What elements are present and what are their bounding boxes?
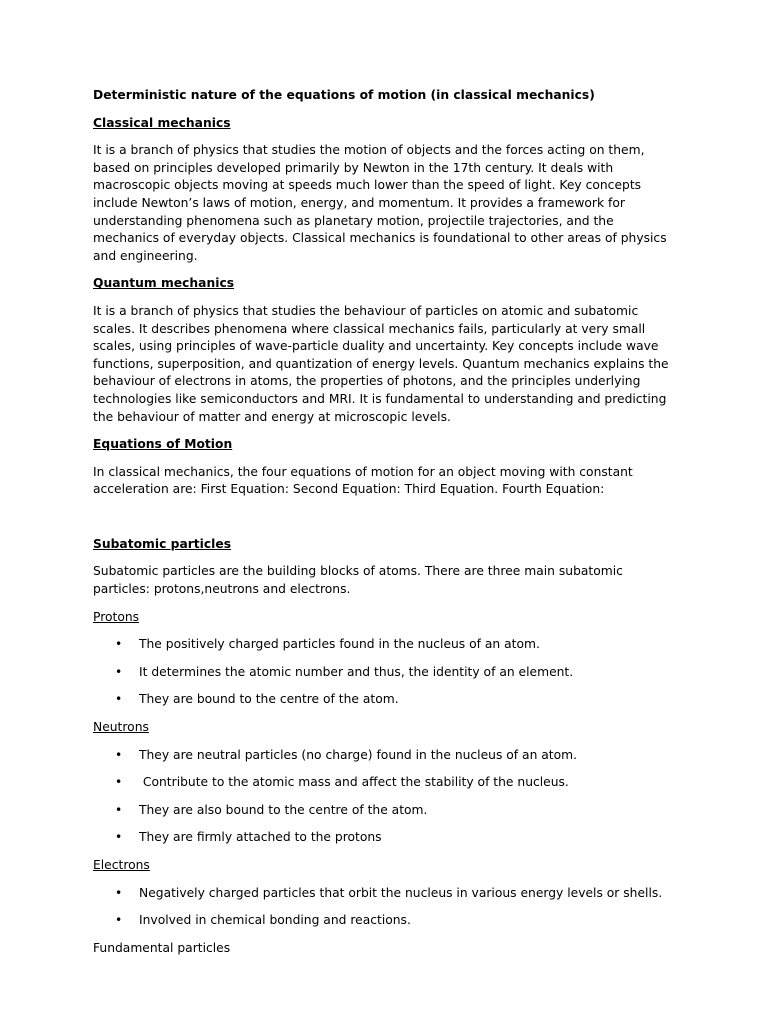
heading-equations-of-motion: Equations of Motion xyxy=(93,437,233,452)
list-item-text: They are also bound to the centre of the atom. xyxy=(139,802,428,817)
list-item xyxy=(93,802,683,820)
subheading-protons: Protons xyxy=(93,609,140,624)
list-item-text: They are neutral particles (no charge) found in the nucleus of an atom. xyxy=(139,747,578,762)
list-item xyxy=(93,747,683,765)
list-item-text: It determines the atomic number and thus, the identity of an element. xyxy=(139,664,574,679)
subheading-fundamental-particles: Fundamental particles xyxy=(93,940,231,955)
subheading-neutrons: Neutrons xyxy=(93,720,149,735)
subheading-electrons: Electrons xyxy=(93,858,150,872)
heading-classical-mechanics: Classical mechanics xyxy=(93,115,231,130)
list-item-text: Contribute to the atomic mass and affect the stability of the nucleus. xyxy=(139,775,569,790)
bullet-icon: • xyxy=(115,830,123,845)
list-item-text: Negatively charged particles that orbit the nucleus in various energy levels or shells. xyxy=(139,885,663,900)
list-item-text: The positively charged particles found in the nucleus of an atom. xyxy=(139,637,540,652)
bullet-icon: • xyxy=(115,637,123,652)
electrons-list xyxy=(93,885,683,930)
list-item-text: They are bound to the centre of the atom. xyxy=(139,692,399,707)
list-item xyxy=(93,829,683,847)
list-item xyxy=(93,912,683,930)
list-item xyxy=(93,636,683,654)
list-item xyxy=(93,664,683,682)
bullet-icon: • xyxy=(115,664,123,679)
bullet-icon: • xyxy=(115,775,123,790)
bullet-icon: • xyxy=(115,747,123,762)
paragraph-subatomic-particles: Subatomic particles are the building blocks of atoms. There are three main subatomic particles: protons,neutrons and electrons. xyxy=(93,564,623,597)
neutrons-list xyxy=(93,747,683,847)
heading-quantum-mechanics: Quantum mechanics xyxy=(93,276,235,291)
list-item xyxy=(93,774,683,792)
heading-subatomic-particles: Subatomic particles xyxy=(93,536,232,551)
paragraph-equations-of-motion: In classical mechanics, the four equations of motion for an object moving with constant acceleration are: First Equation: Second Equation: Third Equation. Fourth Equation: xyxy=(93,464,633,497)
paragraph-classical-mechanics: It is a branch of physics that studies the motion of objects and the forces acting on them, based on principles developed primarily by Newton in the 17th century. It deals with macroscopic objects moving at speeds much lower than the speed of light. Key concepts include Newton’s laws of motion, energy, and momentum. It provides a framework for understanding phenomena such as planetary motion, projectile trajectories, and the mechanics of everyday objects. Classical mechanics is foundational to other areas of physics and engineering. xyxy=(93,143,667,263)
list-item xyxy=(93,691,683,709)
paragraph-quantum-mechanics: It is a branch of physics that studies the behaviour of particles on atomic and subatomic scales. It describes phenomena where classical mechanics fails, particularly at very small scales, using principles of wave-particle duality and uncertainty. Key concepts include wave functions, superposition, and quantization of energy levels. Quantum mechanics explains the behaviour of electrons in atoms, the properties of photons, and the principles underlying technologies like semiconductors and MRI. It is fundamental to understanding and predicting the behaviour of matter and energy at microscopic levels. xyxy=(93,303,669,424)
document-title: Deterministic nature of the equations of motion (in classical mechanics) xyxy=(93,88,595,102)
blank-line xyxy=(93,509,683,536)
bullet-icon: • xyxy=(115,692,123,707)
bullet-icon: • xyxy=(115,913,123,928)
bullet-icon: • xyxy=(115,885,123,900)
list-item xyxy=(93,885,683,903)
list-item-text: They are firmly attached to the protons xyxy=(139,830,382,845)
protons-list xyxy=(93,636,683,709)
list-item-text: Involved in chemical bonding and reactions. xyxy=(139,913,411,928)
bullet-icon: • xyxy=(115,802,123,817)
document-page xyxy=(93,87,683,967)
